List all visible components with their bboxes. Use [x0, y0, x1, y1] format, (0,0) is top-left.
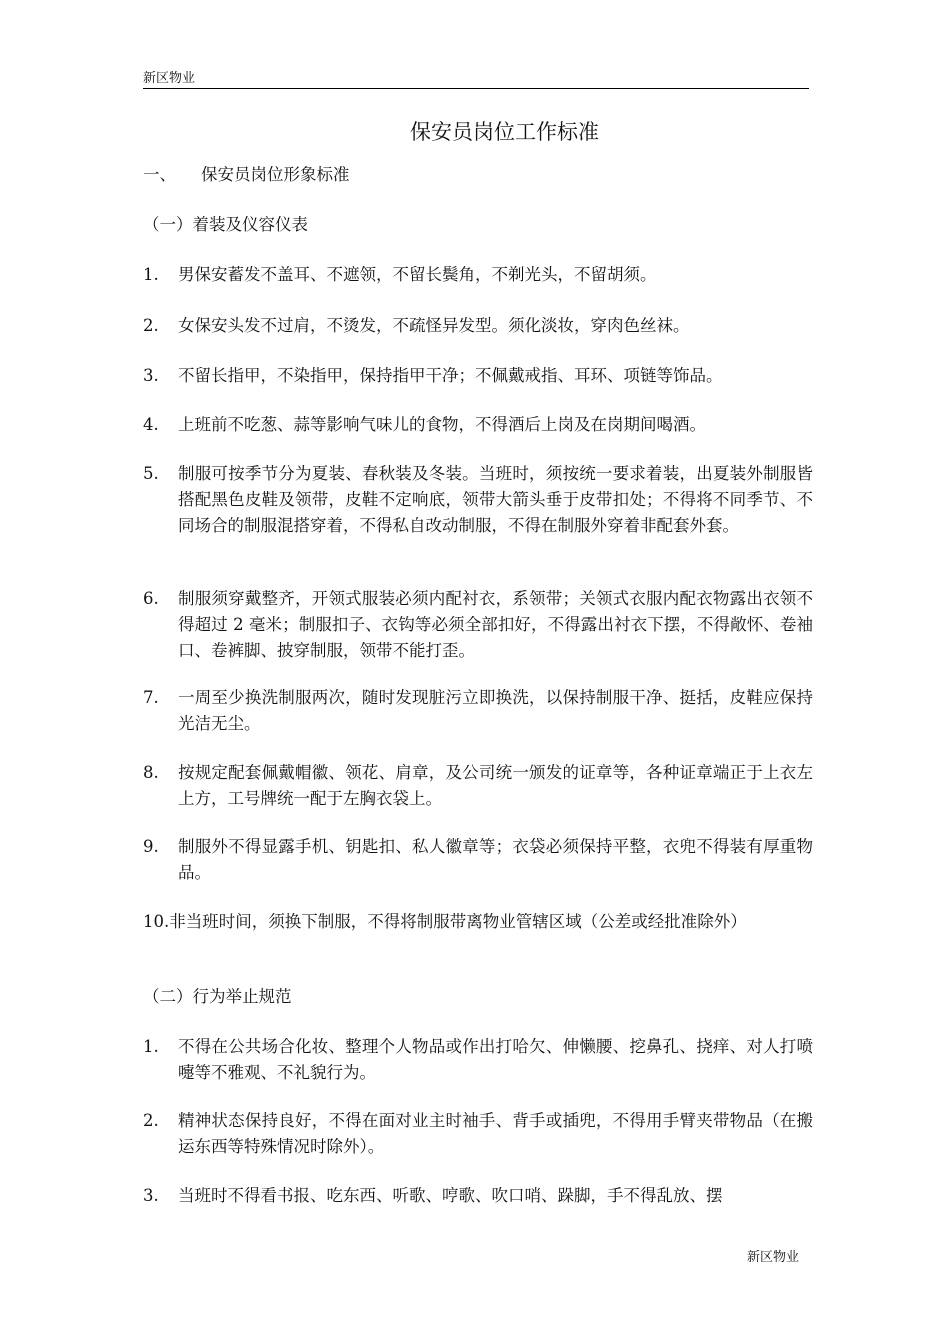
list-item-number: 8.	[143, 763, 159, 782]
document-title: 保安员岗位工作标准	[410, 120, 599, 144]
header-company-name: 新区物业	[143, 71, 196, 86]
header-divider	[143, 88, 809, 89]
list-item-number: 6.	[143, 589, 159, 608]
list-item	[143, 1034, 813, 1086]
list-item-number: 7.	[143, 688, 159, 707]
section-heading	[143, 162, 350, 188]
list-item	[143, 586, 813, 664]
list-item-text: 按规定配套佩戴帽徽、领花、肩章，及公司统一颁发的证章等，各种证章端正于上衣左上方，工号牌统一配于左胸衣袋上。	[178, 763, 813, 808]
list-item-number: 1.	[143, 265, 159, 284]
list-item	[143, 262, 813, 288]
list-item-text: 不得在公共场合化妆、整理个人物品或作出打哈欠、伸懒腰、挖鼻孔、挠痒、对人打喷嚏等不雅观、不礼貌行为。	[178, 1037, 813, 1082]
list-item-text: 制服可按季节分为夏装、春秋装及冬装。当班时，须按统一要求着装，出夏装外制服皆搭配黑色皮鞋及领带，皮鞋不定响底，领带大箭头垂于皮带扣处；不得将不同季节、不同场合的制服混搭穿着，不得私自改动制服，不得在制服外穿着非配套外套。	[178, 464, 813, 535]
list-item-number: 3.	[143, 1186, 159, 1205]
list-item	[143, 461, 813, 539]
list-item-text: 一周至少换洗制服两次，随时发现脏污立即换洗，以保持制服干净、挺括，皮鞋应保持光洁无尘。	[178, 688, 813, 733]
list-item-number: 3.	[143, 366, 159, 385]
subsection-heading-behavior: （二）行为举止规范	[143, 987, 292, 1006]
list-item	[143, 412, 813, 438]
list-item	[143, 313, 813, 339]
list-item-number: 2.	[143, 316, 159, 335]
section-number: 一、	[143, 165, 176, 184]
list-item-text: 制服须穿戴整齐，开领式服装必须内配衬衣，系领带；关领式衣服内配衣物露出衣领不得超过 2 毫米；制服扣子、衣钩等必须全部扣好，不得露出衬衣下摆，不得敞怀、卷袖口、卷裤脚、披穿制服，领带不能打歪。	[178, 589, 813, 660]
list-item	[143, 363, 813, 389]
section-title: 保安员岗位形象标准	[201, 165, 350, 184]
list-item	[143, 834, 813, 886]
list-item-text: 精神状态保持良好，不得在面对业主时袖手、背手或插兜，不得用手臂夹带物品（在搬运东西等特殊情况时除外）。	[178, 1111, 813, 1156]
list-item	[143, 1108, 813, 1160]
list-item	[143, 760, 813, 812]
subsection-heading-appearance: （一）着装及仪容仪表	[143, 215, 308, 234]
list-item-text: 男保安蓄发不盖耳、不遮领，不留长鬓角，不剃光头，不留胡须。	[178, 265, 657, 284]
list-item	[143, 909, 813, 935]
list-item-number: 4.	[143, 415, 159, 434]
footer-company-name: 新区物业	[747, 1250, 800, 1265]
list-item-text: 不留长指甲，不染指甲，保持指甲干净；不佩戴戒指、耳环、项链等饰品。	[178, 366, 723, 385]
list-item-text: 制服外不得显露手机、钥匙扣、私人徽章等；衣袋必须保持平整，衣兜不得装有厚重物品。	[178, 837, 813, 882]
list-item	[143, 1183, 813, 1209]
list-item-text: 当班时不得看书报、吃东西、听歌、哼歌、吹口哨、跺脚，手不得乱放、摆	[178, 1186, 723, 1205]
list-item-text: 10.非当班时间，须换下制服，不得将制服带离物业管辖区域（公差或经批准除外）	[143, 912, 747, 931]
list-item	[143, 685, 813, 737]
list-item-number: 9.	[143, 837, 159, 856]
list-item-text: 上班前不吃葱、蒜等影响气味儿的食物，不得酒后上岗及在岗期间喝酒。	[178, 415, 706, 434]
list-item-number: 2.	[143, 1111, 159, 1130]
list-item-text: 女保安头发不过肩，不烫发，不疏怪异发型。须化淡妆，穿肉色丝袜。	[178, 316, 690, 335]
list-item-number: 1.	[143, 1037, 159, 1056]
list-item-number: 5.	[143, 464, 159, 483]
